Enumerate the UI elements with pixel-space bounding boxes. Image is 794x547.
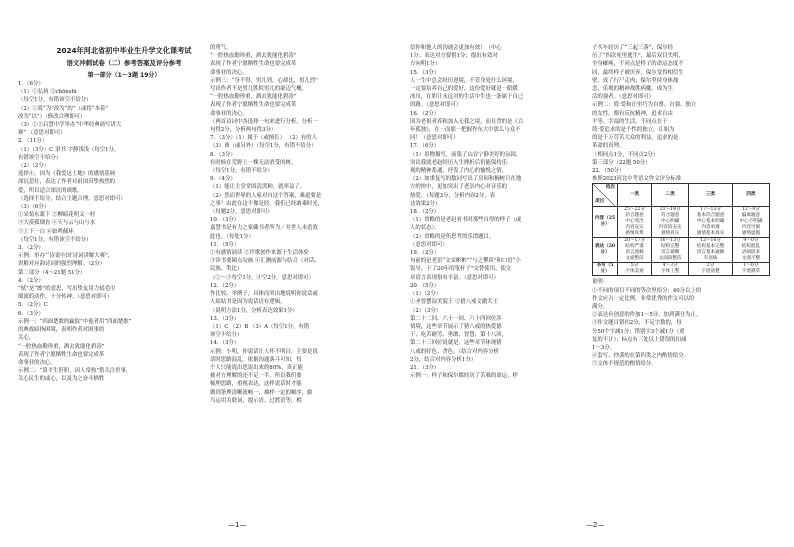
text-line: 历了“四次死里逃生”，最后双目失明，: [592, 53, 684, 60]
rubric-cell-line: 结构完整: [660, 244, 680, 250]
rubric-cell-line: 文面整洁: [625, 256, 644, 262]
rubric-header: 三类: [689, 184, 733, 207]
rubric-cell-line: 内容充实: [625, 225, 644, 231]
rubric-cell: [689, 263, 733, 276]
text-line: 信你和他人的沟通会更加有效！（中心: [410, 45, 502, 51]
rubric-cell-line: 感情真挚: [625, 231, 644, 237]
text-line: 话时思路混乱。依据沟通落斗可知，每: [210, 356, 302, 363]
rubric-cell-line: 字迹清楚: [701, 269, 720, 275]
rubric-cell-line: 17～13分: [700, 207, 721, 213]
text-line: 表现了作者宁愿牺牲生命也要完成革: [210, 102, 297, 109]
rubric-cell-line: 有语病: [703, 256, 718, 262]
text-line: “一腔热血勤珍重，洒去犹能化碧涛”: [18, 343, 105, 350]
text-line: 21．（3分）: [410, 364, 440, 371]
text-line: 第二十二回、六十一回、六十四回位涉: [410, 315, 502, 322]
text-line: （1）（2分）: [410, 291, 442, 298]
text-line: 示例三：“身不得，男儿列，心却比，男儿烈”: [210, 77, 318, 84]
text-line: 方向明1分）: [410, 61, 441, 68]
text-line: 的是千万劳苦大众的利益，追求的是: [592, 135, 679, 142]
rubric-cell-line: 感情基本真实: [696, 231, 725, 237]
column-3: [410, 44, 600, 380]
section-heading-part1: 第一部分（1～3题 19分）: [87, 72, 161, 79]
text-line: 的勇气。: [210, 45, 232, 51]
text-line: ③作文题目错扣2分，不足字数的，每: [592, 320, 682, 327]
rubric-cell-line: 文面较整洁: [658, 256, 682, 262]
text-line: 人一生中总会经历逆境，不管身处什么环境，: [410, 77, 518, 84]
rubric-row-label: 表达（20分）: [593, 238, 618, 263]
text-line: 当运用关联词、提示语、过渡语等，相: [210, 397, 302, 404]
text-line: ①不同的项目不同的等次里给分；40分以上的: [592, 287, 702, 294]
text-line: （每空1分，有错该空不给分）: [18, 236, 92, 243]
text-line: 之事！由此在这不像是经，我们已经敢乘时光，: [210, 200, 324, 207]
text-line: （1）景物描写，前染了山谷宁静美好的氛围，: [410, 151, 522, 158]
rubric-body: [593, 207, 770, 276]
text-line: 14．（3分）: [210, 340, 240, 347]
text-line: 冰川，在胆让永远对的生活中生也一条属于自己: [410, 94, 524, 101]
rubric-cell-line: 结构严谨: [625, 244, 644, 250]
text-line: （1）省略的是老赵看书时那些自得的样子（或: [410, 217, 522, 224]
rubric-corner-top: 档次: [605, 185, 615, 191]
text-line: 突出我就老赵经历人生挫折后仍能保持乐: [410, 159, 508, 166]
text-line: 人的状态）。: [410, 225, 440, 232]
rubric-row: [593, 263, 770, 276]
text-line: （2）①将“为”改为“的”（或将“本着”: [18, 105, 109, 112]
text-line: 命事业的决心。: [210, 69, 248, 76]
rubric-cell-line: 中心基本明确: [696, 219, 725, 225]
text-line: 7．（3分）（1）属于（或擅长） （2）有的人: [210, 135, 318, 142]
text-line: ⑤文体不规范的酌情给分。: [592, 361, 657, 368]
rubric-cell-line: 2分: [706, 263, 715, 269]
text-line: 壁，成了行尸走肉；保尔坚持身体战: [592, 77, 679, 84]
text-line: 个人只能说出思说出来的80%，真正能: [210, 364, 303, 371]
rubric-cell-line: 语言流畅: [625, 250, 644, 256]
text-line: 观的精神系通，抒发了内心的愉悦之情。: [410, 168, 508, 175]
text-line: 示例：举办“‘诗说中国’诗词讲解大赛”，: [18, 253, 114, 260]
text-line: 赛” （意思对即可）: [18, 130, 66, 137]
rubric-cell-line: 21～18分: [659, 207, 681, 213]
text-line: 此也。（每处1分）: [210, 233, 254, 240]
rubric-cell: [732, 207, 769, 238]
rubric-corner-cell: [593, 184, 618, 207]
rubric-cell-line: 字体工整: [660, 269, 680, 275]
rubric-cell-line: 结构混乱: [741, 244, 761, 250]
text-line: （说明方法1分，分析表达效果1分）: [210, 307, 298, 314]
rubric-row: [593, 207, 770, 238]
rubric-cell-line: 5分: [630, 263, 639, 269]
rubric-cell: [689, 238, 733, 263]
rubric-cell-line: 感情真实: [660, 231, 680, 237]
text-line: 示例一：样子和保尔都经历了苦难的命运；样: [410, 373, 518, 380]
text-line: 18．（2分）: [410, 209, 440, 216]
text-line: 1．（6分）: [18, 81, 44, 87]
text-line: 第二部分（4～21题 51分）: [18, 269, 86, 276]
text-line: 子买车经历了“三起三落”；保尔经: [592, 45, 673, 51]
rubric-cell-line: 内容空洞: [741, 225, 761, 231]
text-line: 梳理思路，重视表达，这样说话时才能: [210, 381, 302, 388]
column-1: [18, 80, 230, 384]
text-line: 做到条理清晰流畅一，抽样一定的顺序，偷: [210, 389, 313, 396]
text-line: 的典故暗指困境，表明作者对困事的: [18, 327, 105, 334]
text-line: 6．（3分）: [18, 310, 44, 317]
rubric-cell-line: 16～13分: [659, 238, 681, 244]
text-line: （2）（2分）: [18, 163, 50, 170]
text-line: 复的不计）；标点有三处以上错误的扣减: [592, 336, 687, 343]
essay-rubric-table: [592, 183, 770, 276]
text-line: 讲解对应韵诗词的强烈理解。（2分）: [18, 261, 105, 268]
text-line: ⑤上下一白 ⑥如鸣佩环: [18, 228, 74, 235]
rubric-cell-line: 语言基本通顺: [696, 250, 725, 256]
text-line: 4．（2分）: [18, 277, 44, 284]
rubric-header: 二类: [652, 184, 689, 207]
text-line: 该空不给分）: [210, 332, 243, 339]
rubric-cell-line: 中心突出: [625, 219, 644, 225]
text-line: 3．（2分）: [18, 245, 44, 252]
text-line: 命事业的决心。: [18, 359, 56, 366]
text-line: 示例二：“算平生肝胆，因人常热”借关注世事，: [18, 368, 132, 375]
text-line: 2．（11分）: [18, 138, 48, 145]
text-line: 有时候在荒野上一棵无法消受的树。: [210, 159, 297, 166]
rubric-cell-line: 20～17分: [624, 238, 645, 244]
rubric-cell-line: 9～0分: [743, 238, 759, 244]
rubric-cell-line: 语病较多: [741, 250, 761, 256]
text-line: 示例一：“四面楚歌的赢取”中他者用“四面楚歌”: [18, 318, 132, 325]
rubric-cell-line: 12～0分: [741, 207, 760, 213]
text-line: （每空1分，有错该空不给分）: [18, 97, 92, 104]
rubric-cell: [618, 238, 652, 263]
rubric-cell: [618, 207, 652, 238]
text-line: 热爱。（每题3分，分析内容2分，表: [410, 192, 496, 199]
text-line: 作文应占一定比例，非常优秀的作文可以给: [592, 295, 695, 302]
rubric-cell-line: 基本符合题意: [696, 213, 725, 219]
text-line: （2）省略的是所思考的乐谱题目。: [410, 233, 495, 240]
rubric-cell-line: 中心明确: [660, 219, 680, 225]
text-line: 13．（3分）: [210, 315, 240, 322]
text-line: （2）然而世界的人家对自这个答案，难道要是: [210, 192, 322, 199]
text-line: （3）①②启慧中学举办“中华经典诵写讲大: [18, 122, 122, 129]
rubric-cell-line: 内容较充实: [658, 225, 682, 231]
text-line: 人姑姑书是因为说话语有逻辑。: [210, 299, 286, 306]
rubric-cell-line: 1～0分: [743, 263, 759, 269]
text-line: 八戒的好色、贪色。（结合对内容分析: [410, 348, 499, 355]
text-line: 1～3分。: [592, 345, 616, 352]
rubric-cell-line: 25～22分: [624, 207, 645, 213]
rubric-corner-bottom: 项目: [595, 199, 605, 205]
text-line: 改为“以”）（修改合理即可）: [18, 113, 86, 120]
rubric-cell-line: 12～10分: [700, 238, 721, 244]
text-line: 满分。: [592, 304, 609, 311]
text-line: （1）能让主堂堂固清泼种，就率益了。: [210, 184, 306, 191]
rubric-header: 四类: [732, 184, 769, 207]
text-line: （①～③每空1分，④空2分，意思对即可）: [210, 274, 314, 281]
rubric-cell: [732, 238, 769, 263]
text-line: 因为老祖者养和加入无我之境，而且背的是《百: [410, 118, 524, 125]
text-line: （3）（6分）: [18, 204, 50, 211]
rubric-cell: [652, 263, 689, 276]
rubric-cell-line: 语言通顺: [660, 250, 680, 256]
text-line: 12．（2分）: [210, 282, 240, 289]
text-line: 说明：: [592, 279, 609, 286]
text-line: （1）①弘扬 ②chōnshi: [18, 89, 77, 96]
rubric-cell: [732, 263, 769, 276]
rubric-cell-line: 字迹潦草: [741, 269, 761, 275]
text-line: 17．（6分）: [410, 143, 440, 150]
column-4-notes: [592, 278, 782, 368]
text-line: （选择不给分，结合主题合理，意思对即可）: [18, 195, 126, 202]
rubric-cell-line: 文面不整: [741, 256, 761, 262]
text-line: 第二十三回位说就是，这些章节体现猪: [410, 340, 502, 347]
rubric-cell-line: 结构基本完整: [696, 244, 725, 250]
rubric-row: [593, 238, 770, 263]
text-line: ③读书要圈点勾画 ④汇测前源与结合（对话、: [210, 258, 320, 265]
text-line: 同，最终样子被厌弃，保尔变得相信生: [592, 69, 684, 76]
text-line: （每空1分，有错不给分）: [210, 168, 273, 175]
text-line: 细流的动作，十分传神。（意思对即可）: [18, 294, 113, 301]
text-line: 念，乐观的精神战胜病魔，成为生: [592, 86, 673, 93]
rubric-cell-line: 切合题意: [625, 213, 644, 219]
text-line: 2分，结合对内容分析1分）: [410, 356, 477, 363]
text-line: 民族、类比）: [210, 266, 243, 273]
text-line: ①有感情诵读 ②许歌创作来源于生活体验: [210, 250, 309, 257]
text-line: （3）酋（或另外）（每空1分，有错不给分）: [210, 143, 317, 150]
text-line: 同！（意思对即可）: [410, 135, 459, 142]
text-line: 活的强者。（意思对即可）: [592, 94, 654, 101]
text-line: （两首诗词中各选择一句来进行分析，分析一: [210, 118, 318, 125]
text-line: 5．（2分）C: [18, 302, 48, 309]
text-line: 19．（2分）: [410, 250, 440, 257]
text-line: 方的快中，更加突出了老崇内心对音乐的: [410, 184, 508, 191]
text-line: 10．（3分）: [210, 217, 240, 224]
text-line: （相同点1分，不同点2分）: [592, 151, 659, 158]
text-line: 8．（3分）: [210, 151, 236, 158]
rubric-cell-line: 字体美观: [625, 269, 644, 275]
document-title: 2024年河北省初中毕业生升学文化课考试: [56, 46, 192, 55]
text-line: 句前的是老语“文采彬彬”“与之攀谈”和口语“小: [410, 258, 521, 265]
text-line: 全身瘫痪，不同点是样子的命运态度不: [592, 61, 684, 68]
text-line: （2）如重复写的数词写出了房间和桐树只在地: [410, 176, 522, 183]
text-line: 分50个字减1分；错别字3个减1分（重: [592, 328, 685, 335]
rubric-cell-line: 内容单薄: [701, 225, 720, 231]
text-line: 情境，这些章节展示了猪八戒的热爱德: [410, 323, 502, 330]
document-subtitle: 语文冲刺试卷（二）参考答案及评分参考: [66, 59, 182, 67]
text-line: 平等、幸福的生活。不同点在于: [592, 118, 668, 125]
text-line: “拭”是“擦”的意思，写出挚友用力拭毛巾: [18, 286, 116, 293]
text-line: （1）（3分）C 隶书 宇静浅浅（每空1分，: [18, 146, 120, 153]
text-line: ②表达有创意的作加1～5分，加到满分为止。: [592, 312, 702, 319]
text-line: 1分；表达对方要借1分；提出有效对: [410, 53, 498, 60]
rubric-cell-line: 偏离题意: [741, 213, 761, 219]
text-line: 有错该空不给分）: [18, 154, 62, 161]
text-line: ④套写、抄袭的在第四类之内酌情给分。: [592, 353, 690, 360]
text-line: 示例二：简·爱和汪里巧为自尊、自强、独立: [592, 102, 697, 109]
text-line: （1）C （2）B （3）A（每空1分，有错: [210, 323, 310, 330]
text-line: 的路。（意思对即可）: [410, 102, 462, 109]
rubric-cell: [618, 263, 652, 276]
text-line: ③大漠孤烟直 ④天与云与山与水: [18, 220, 96, 227]
rubric-row-label: 内容（25分）: [593, 207, 618, 238]
text-line: ①采菊东篱下 ②柳暗花明又一村: [18, 212, 96, 219]
page-number-2: —2—: [586, 521, 605, 529]
text-line: 深沉悲壮，表达了作者对祖国真挚热烈的: [18, 179, 116, 186]
text-line: ①圣曾摆湿美貌王 ②猎八戒文激犬王: [410, 299, 498, 306]
text-line: 嘉慧书是有力之家藏书者所为／并世人未造效: [210, 225, 318, 232]
text-line: “一腔热血勤珍重，洒去犹能化碧涛”: [210, 94, 297, 101]
rubric-row-label: 书写（5分）: [593, 263, 618, 276]
text-line: 22．（50分）: [592, 168, 625, 175]
rubric-cell-line: 中心不明确: [739, 219, 763, 225]
text-line: 爱，所以适合深沉的颂歌。: [18, 187, 83, 194]
text-line: 第三部分（22题 50分）: [592, 159, 651, 166]
column-4: [592, 44, 782, 369]
page-number-1: —1—: [228, 521, 247, 529]
rubric-cell-line: 4～3分: [662, 263, 678, 269]
text-line: 20．（5分）: [410, 282, 440, 289]
text-line: 革命的真理。: [592, 143, 625, 150]
text-line: 达效果2分）: [410, 200, 441, 207]
text-line: 一定要培养自己的爱好，这份爱好就是一眼暖: [410, 86, 518, 93]
text-line: （2）（3分）: [410, 307, 442, 314]
rubric-header: 一类: [618, 184, 652, 207]
rubric-cell: [652, 238, 689, 263]
text-line: 作比较、举例子，具体而突出地说明你说话或: [210, 291, 318, 298]
text-line: “一腔热血勤珍重，洒去犹能化碧涛”: [210, 53, 297, 60]
text-line: 表现了作者宁愿牺牲生命也要完成革: [210, 61, 297, 68]
column-2: [210, 44, 402, 405]
text-line: （意思对即可）: [410, 241, 448, 248]
text-line: 15．（3分）: [410, 69, 440, 76]
rubric-cell: [652, 207, 689, 238]
text-line: 11．（5分）: [210, 241, 240, 248]
text-line: 示例：小明，你说话让人怀不明白，主要是说: [210, 348, 318, 355]
text-line: 命事业的决心。: [210, 110, 248, 117]
text-line: （每题2分，意思对即可）: [210, 209, 273, 216]
text-line: 饭导，于了20年的笔杆子”交替使用，使文: [410, 266, 512, 273]
rubric-cell-line: 感情虚假: [741, 231, 761, 237]
text-line: 被对方理解的还不足一半，所以我们要: [210, 373, 302, 380]
rubric-cell: [689, 207, 733, 238]
text-line: 章语言表现很有丰富。（意思对即可）: [410, 274, 499, 281]
text-line: 干、吃苦耐劳、勇敢、智慧，第十八回，: [410, 332, 508, 339]
text-line: 简·爱追求的是个性的独立，江姐为: [592, 127, 675, 134]
text-line: 选择④，因为《我爱这土地》的感情基调: [18, 171, 116, 178]
rubric-cell-line: 符合题意: [660, 213, 680, 219]
text-line: 参照2023河北中考语文作文评分标准: [592, 176, 682, 183]
text-line: 表现了作者宁愿牺牲生命也要完成革: [18, 351, 105, 358]
text-line: 9．（4分）: [210, 176, 236, 183]
text-line: 写出作者不是男儿胜似男儿的豪迈气概。: [210, 86, 308, 93]
column-4-top: [592, 44, 782, 183]
text-line: 关心。: [18, 335, 35, 342]
text-line: 句得2分，分析两句得3分）: [210, 127, 277, 134]
text-line: 16．（2分）: [410, 110, 440, 117]
text-line: 的女性，都有反抗精神，追求自由: [592, 110, 673, 117]
text-line: 年孤独》，在一而那一把握作东大中那么与众不: [410, 127, 521, 134]
text-line: 关心民生的或心，以及为之奋斗牺牲: [18, 376, 105, 383]
